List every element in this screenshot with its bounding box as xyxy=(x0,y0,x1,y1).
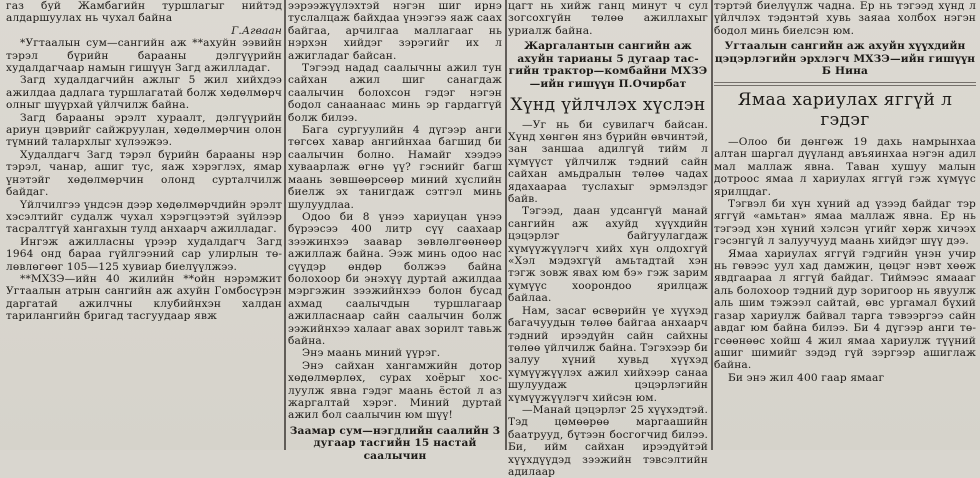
article-paragraph: Энэ сайхан хангамжийн дотор хөдөлмөрлөх, сурах хоёрыг хослуулж явна гэдэг маань ёстой л аз жаргалтай хэрэг. Миний дуртай ажил бол саалычин юм шүү! xyxy=(288,359,502,422)
author-byline: Заамар сум—нэгдлийн саалийн 3 дугаар тасгийн 15 настай саалычин xyxy=(289,424,501,462)
article-paragraph: Энэ маань миний үүрэг. xyxy=(302,347,441,360)
column-rule xyxy=(711,0,713,450)
article-paragraph: —Олоо би дөнгөж 19 дахь намрынхаа алтан шаргал дүүланд авъяинхаа нэгэн адил мал маллаж явна. Таван хушуу малын дотроос ямаа л хариулах яггүй гэж хүмүүс ярилцдаг. xyxy=(714,136,976,198)
column-2 xyxy=(288,0,502,462)
article-paragraph: Ингэж ажилласны үрээр худалдагч Загд 1964 онд бараа гүйлгээний сар улирлын төлөвлөгөөг 105—125 хувиар биелүүлжээ. xyxy=(6,235,282,273)
column-1 xyxy=(6,0,282,450)
column-rule xyxy=(505,0,507,450)
article-paragraph: ээрээжүүлэхтэй нэгэн шиг ирнэ туслалцаж байхдаа үнээгээ яаж саах байгаа, арчилгаа маллагааг нь нэрхэн хийдэг зэрэгийг их л ажигладаг байсан. xyxy=(288,0,502,62)
article-paragraph: газ буй Жамбагийн туршлагыг нийтэд алдаршуулах нь чухал байна xyxy=(6,0,282,25)
article-paragraph: Загд худалдагчийн ажлыг 5 жил хийхдээ ажилдаа дадлага туршлагатай болж хөдөлмөрч олныг шүүрхай үйлчилж байна. xyxy=(6,74,282,112)
author-signature: Г.Агваан xyxy=(231,24,282,37)
article-paragraph: Тэгвэл би хүн хүний ад үзээд байдаг тэр яггүй «амьтан» ямаа маллаж явна. Ер нь тэгээд хэн хүний хэлсэн үгийг хөрж хичээх гэсэнгүй л залуучууд маань хийдэг шүү дээ. xyxy=(714,198,976,248)
author-byline: Жаргалантын сангийн аж ахуйн тарианы 5 дугаар тасгийн трактор—комбайни МХЗЭ—ийн гишүүн П.Очирбат xyxy=(508,40,708,90)
article-paragraph: Худалдагч Загд тэрэл бүрийн барааны нэр тэрэл, чанар, ашиг тус, яаж хэрэглэх, ямар үнэтэйг хөдөлмөрчин олонд сурталчилж байдаг. xyxy=(6,148,282,199)
article-paragraph: тэртэй биелүүлж чадна. Ер нь тэгээд хүнд л үйлчлэх тэдэнтэй хувь заяаа холбох нэгэн бодол минь биелсэн юм. xyxy=(714,0,976,37)
article-paragraph: Ямаа хариулах яггүй гэдгийн үнэн учир нь гөвээс уул хад дамжин, цөцэг нэвт хөөж явдгаарaa л яггүй байдаг. Тиймээс ямаааг аль болохоор тэдний дур зоригоор нь явуулж аль шим тэжээл сайтай, өвс ургамал бүхий газар хариулж байвал тарга тэвээргээ сайн авдаг юм байна билээ. Би 4 дүгээр анги төгсөөнөөс хойш 4 жил ямаа хариулж түүний ашиг шимийг зэдэд гүй зэргээр ашиглаж байна. xyxy=(714,247,976,372)
article-paragraph: —Манай цэцэрлэг 25 хүүхэдтэй. Тэд цөмөөрөө маргаашийн баатрууд, бүтээн босгогчид билээ. Би, ийм сайхан ирээдүйтэй хүүхдүүдэд зээжийн тэвсэлтийн адилаар xyxy=(508,403,708,478)
article-paragraph: Үйлчилгээ үндсэн дээр хөдөлмөрчдийн эрэлт хэсэлтийг судалж чухал хэрэгцээтэй зүйлээр тасралтгүй хангахын тулд анхаарч ажилладаг. xyxy=(6,198,282,236)
article-paragraph: —Уг нь би сувилагч байсан. Хүнд хөнгөн янз бүрийн өвчинтэй, зан заншаа адилгүй тийм л хүмүүст үйлчилж тэдний сайн сайхан амьдралын төлөө чадах ядахаараа туслахыг эрмэлздэг байв. xyxy=(508,118,708,206)
article-paragraph: Тэгээд, даан удсангүй манай сангийн аж ахуйд хүүхдийн цэцэрлэг байгуулагдаж хүмүүжүүлэгч хийх хүн олдохгүй «Хэл мэдэхгүй амьтадтай хэн тэгж зовж явах юм бэ» гэж зарим хүмүүс хоорондоо ярилцаж байлаа. xyxy=(508,205,708,305)
column-rule xyxy=(284,0,286,450)
column-3 xyxy=(508,0,708,478)
article-paragraph: Нам, засаг өсвөрийн үе хүүхэд багачуудын төлөө байгаа анхаарч тэдний ирээдүйн сайн сайхны төлөө үйлчилж байна. Тэгэхээр би залуу хүний хувьд хүүхэд хүмүүжүүлэх ажил хийхээр санаа шулуудаж цэцэрлэгийн хүмүүжүүлэгч хийсэн юм. xyxy=(508,304,708,404)
article-title: Хүнд үйлчлэх хүслэн xyxy=(510,94,706,115)
article-paragraph: Би энэ жил 400 гаар ямааг xyxy=(728,371,885,384)
column-4 xyxy=(714,0,976,450)
article-paragraph: Загд барааны эрэлт хураалт, дэлгүүрийн ариун цэврийг сайжруулан, хөдөлмөрчин олон түмний талархлыг хүлээжээ. xyxy=(6,111,282,149)
article-paragraph: цагт нь хийж ганц минут ч сул зогсохгүйн төлөө ажиллахыг уриалж байна. xyxy=(508,0,708,37)
title-rule xyxy=(714,82,976,86)
author-byline: Угтаалын сангийн аж ахуйн хүүхдийн цэцэрлэгийн эрхлэгч МХЗЭ—ийн гишүүн Б Нина xyxy=(714,40,976,78)
article-paragraph: **МХЗЭ—ийн 40 жилийн **ойн нэрэмжит Угтаалын атрын сангийн аж ахуйн Гомбосүрэн даргатай ажилчны клубийнхэн халдан тарилангийн бригад тасгуудаар явж xyxy=(6,272,282,323)
article-paragraph: Бага сургуулийн 4 дүгээр анги төгсөх хавар ангийнхаа багшид би саалычин болно. Намайг хээдээ хуваарлаж өгнө үү? гэснийг багш маань зөвшөөрсөөр миний хүслийн биелж эх танигдаж сэтгэл минь шулуудлаа. xyxy=(288,124,502,211)
article-paragraph: Тэгээд надад саалычны ажил тун сайхан ажил шиг санагдаж саалычин болохсон гэдэг нэгэн бодол санаанаас минь эр гардаггүй болж билээ. xyxy=(288,62,502,124)
article-paragraph: Одоо би 8 үнээ хариуцан үнээ бүрээсээ 400 литр сүү саахаар зээжинхээ заавар зөвлөлгөөнөөр ажиллаж байна. Ээж минь одоо нас сүүдэр өндөр болжээ байна болохоор би энэхүү дуртай ажилдаа мэргэжин зээжийнхээ болон бусад ахмад саалычдын туршлагаар ажилласнаар сайн саалычин болж ээжийнхээ халааг авах зорилт тавьж байна. xyxy=(288,210,502,347)
article-title: Ямаа хариулах яггүй л гэдэг xyxy=(737,90,953,130)
article-paragraph: *Угтаалын сум—сангийн аж **ахуйн ээвийн тэрэл бүрийн барааны дэлгүүрийн худалдагчаар намын гишүүн Загд ажилладаг. xyxy=(6,37,282,75)
